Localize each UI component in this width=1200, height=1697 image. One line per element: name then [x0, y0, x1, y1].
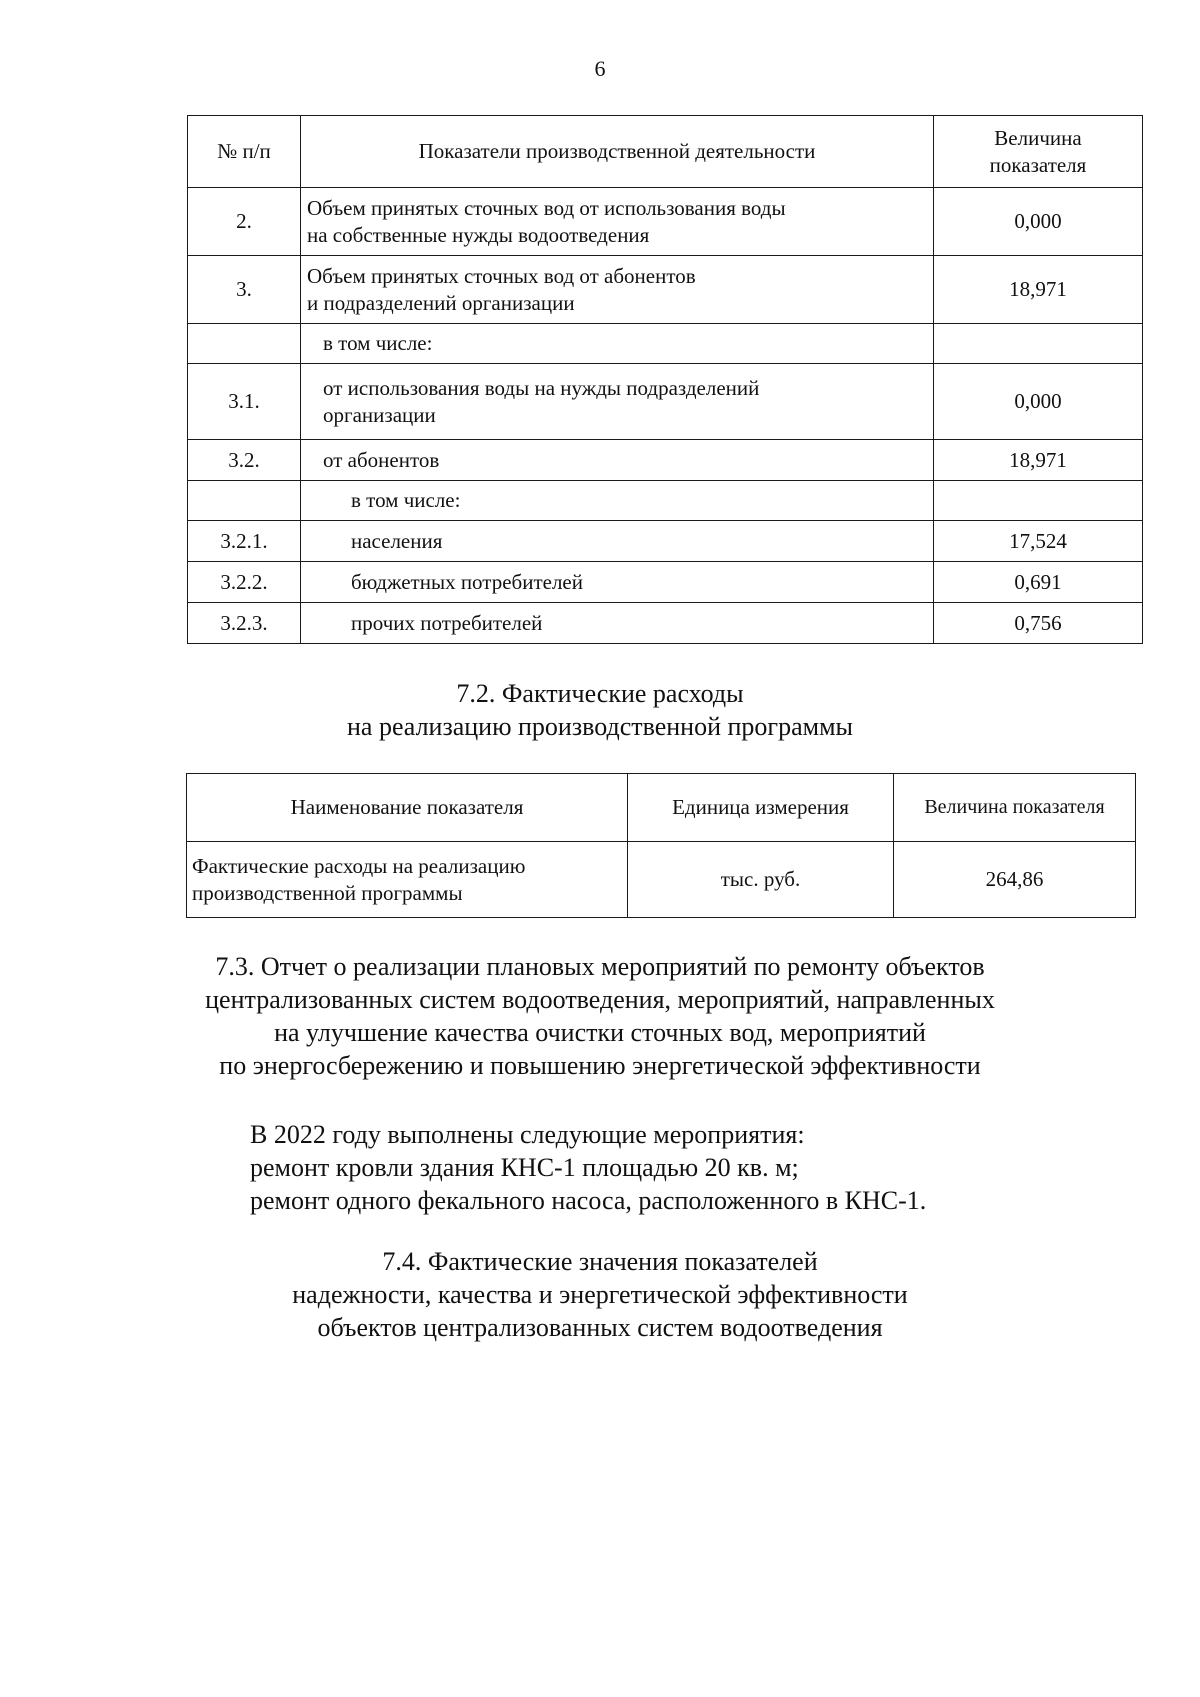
row-label-line2: и подразделений организации	[307, 290, 575, 315]
table-row	[188, 256, 1143, 324]
row-label: населения	[301, 521, 934, 562]
works-list	[250, 1118, 1150, 1217]
works-item: ремонт одного фекального насоса, расположенного в КНС-1.	[250, 1186, 927, 1215]
row-num: 3.2.3.	[188, 603, 301, 644]
section-7-4-title	[0, 1245, 1200, 1344]
section-7-4-title-line2: надежности, качества и энергетической эффективности	[292, 1280, 908, 1309]
row-value: 0,000	[934, 364, 1143, 440]
table-row	[188, 364, 1143, 440]
page-number: 6	[594, 56, 606, 81]
row-value: 18,971	[934, 256, 1143, 324]
header-value: Величина показателя	[894, 774, 1136, 842]
section-7-4-title-line3: объектов централизованных систем водоотведения	[317, 1313, 883, 1342]
production-indicators-table	[187, 115, 1143, 644]
row-num: 3.2.	[188, 440, 301, 481]
section-7-2-title	[0, 677, 1200, 743]
row-name-line1: Фактические расходы на реализацию	[192, 853, 526, 878]
row-num: 2.	[188, 188, 301, 256]
row-label	[301, 188, 934, 256]
row-value	[934, 481, 1143, 521]
table-row	[188, 562, 1143, 603]
header-value-line2: показателя	[989, 152, 1087, 177]
row-label: прочих потребителей	[301, 603, 934, 644]
row-value: 17,524	[934, 521, 1143, 562]
row-name	[187, 842, 628, 918]
header-unit: Единица измерения	[628, 774, 894, 842]
row-label	[301, 364, 934, 440]
table-header-row	[187, 774, 1136, 842]
section-7-3-title	[0, 950, 1200, 1082]
row-name-line2: производственной программы	[192, 880, 463, 905]
row-num: 3.1.	[188, 364, 301, 440]
row-value: 18,971	[934, 440, 1143, 481]
row-num: 3.2.2.	[188, 562, 301, 603]
row-value: 264,86	[894, 842, 1136, 918]
table-row	[188, 440, 1143, 481]
row-label-line1: Объем принятых сточных вод от использования воды	[307, 195, 786, 220]
header-indicator: Показатели производственной деятельности	[301, 116, 934, 188]
table-row	[188, 188, 1143, 256]
row-label: в том числе:	[301, 481, 934, 521]
table-row	[188, 521, 1143, 562]
row-label-line2: организации	[323, 402, 436, 427]
row-value: 0,691	[934, 562, 1143, 603]
row-unit: тыс. руб.	[628, 842, 894, 918]
row-label: от абонентов	[301, 440, 934, 481]
row-label: бюджетных потребителей	[301, 562, 934, 603]
works-item: ремонт кровли здания КНС-1 площадью 20 кв. м;	[250, 1153, 799, 1182]
row-label	[301, 256, 934, 324]
section-7-3-title-line3: на улучшение качества очистки сточных вод, мероприятий	[274, 1018, 926, 1047]
row-value: 0,756	[934, 603, 1143, 644]
row-num	[188, 481, 301, 521]
header-value	[934, 116, 1143, 188]
table-header-row	[188, 116, 1143, 188]
table-row	[188, 603, 1143, 644]
section-7-3-title-line2: централизованных систем водоотведения, мероприятий, направленных	[205, 985, 995, 1014]
header-num: № п/п	[188, 116, 301, 188]
header-value-line1: Величина	[994, 125, 1082, 150]
header-name: Наименование показателя	[187, 774, 628, 842]
row-value: 0,000	[934, 188, 1143, 256]
section-7-2-title-line2: на реализацию производственной программы	[346, 712, 853, 741]
section-7-2-title-line1: 7.2. Фактические расходы	[456, 679, 744, 708]
table-row	[187, 842, 1136, 918]
works-intro: В 2022 году выполнены следующие мероприятия:	[250, 1120, 805, 1149]
section-7-3-title-line1: 7.3. Отчет о реализации плановых мероприятий по ремонту объектов	[215, 952, 985, 981]
row-num	[188, 324, 301, 364]
row-label: в том числе:	[301, 324, 934, 364]
row-label-line1: Объем принятых сточных вод от абонентов	[307, 263, 696, 288]
table-row	[188, 324, 1143, 364]
section-7-4-title-line1: 7.4. Фактические значения показателей	[382, 1247, 818, 1276]
row-label-line1: от использования воды на нужды подразделений	[323, 375, 760, 400]
section-7-3-title-line4: по энергосбережению и повышению энергетической эффективности	[219, 1051, 981, 1080]
costs-table	[186, 773, 1136, 918]
row-num: 3.	[188, 256, 301, 324]
row-value	[934, 324, 1143, 364]
table-row	[188, 481, 1143, 521]
row-num: 3.2.1.	[188, 521, 301, 562]
row-label-line2: на собственные нужды водоотведения	[307, 222, 650, 247]
